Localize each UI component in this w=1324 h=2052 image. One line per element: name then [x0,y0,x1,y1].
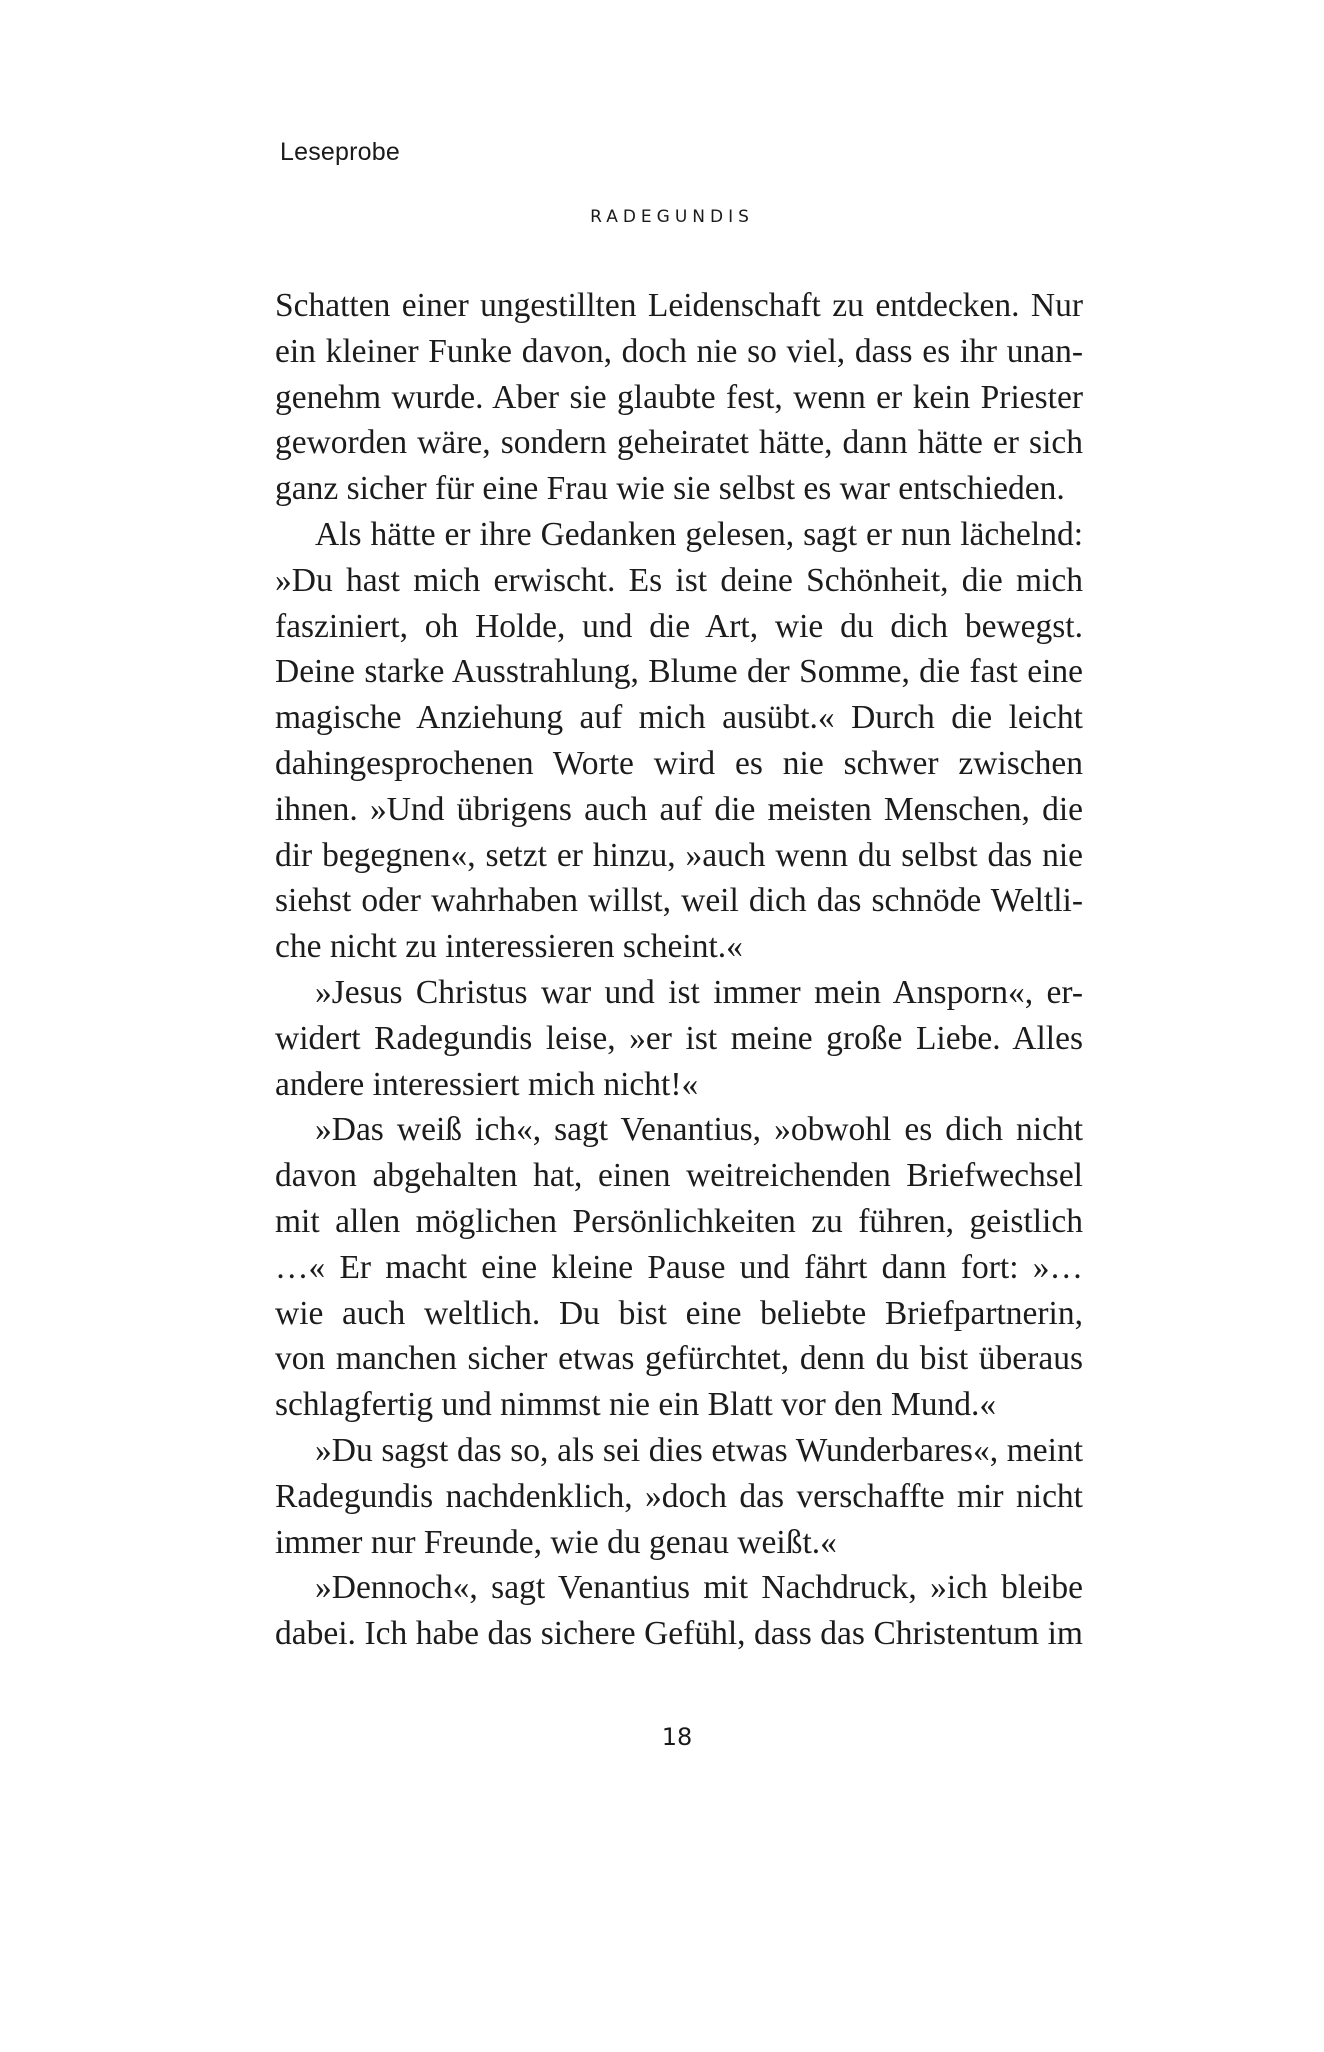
text-line: Radegundis nachdenklich, »doch das verschaffte mir nicht [275,1477,1083,1515]
text-line: dabei. Ich habe das sichere Gefühl, dass das Christentum im [275,1615,1083,1653]
text-line: wie auch weltlich. Du bist eine beliebte Briefpartnerin, [275,1294,1083,1332]
text-line: von manchen sicher etwas gefürchtet, denn du bist überaus [275,1340,1083,1378]
text-line: magische Anziehung auf mich ausübt.« Durch die leicht [275,699,1083,737]
text-line: dahingesprochenen Worte wird es nie schwer zwischen [275,744,1083,782]
text-line: andere interessiert mich nicht!« [275,1065,699,1103]
text-line: schlagfertig und nimmst nie ein Blatt vor den Mund.« [275,1386,997,1424]
text-line: davon abgehalten hat, einen weitreichenden Briefwechsel [275,1157,1083,1195]
body-text [275,283,1083,1657]
sample-label: Leseprobe [280,138,400,166]
text-line: dir begegnen«, setzt er hinzu, »auch wenn du selbst das nie [275,836,1083,874]
text-line: »Das weiß ich«, sagt Venantius, »obwohl es dich nicht [315,1111,1083,1149]
page-number: 18 [661,1723,693,1751]
text-line: »Du hast mich erwischt. Es ist deine Schönheit, die mich [275,561,1083,599]
text-line: »Du sagst das so, als sei dies etwas Wunderbares«, meint [315,1431,1083,1469]
text-line: mit allen möglichen Persönlichkeiten zu führen, geistlich [275,1202,1083,1240]
text-line: geworden wäre, sondern geheiratet hätte, dann hätte er sich [275,424,1083,462]
text-line: che nicht zu interessieren scheint.« [275,928,743,966]
text-line: fasziniert, oh Holde, und die Art, wie du dich bewegst. [275,607,1083,645]
text-line: ihnen. »Und übrigens auch auf die meisten Menschen, die [275,790,1083,828]
running-head: RADEGUNDIS [590,207,754,227]
text-line: Schatten einer ungestillten Leidenschaft zu entdecken. Nur [275,287,1083,324]
text-line: »Jesus Christus war und ist immer mein Ansporn«, er- [315,973,1083,1011]
text-line: ein kleiner Funke davon, doch nie so viel, dass es ihr unan- [275,332,1083,370]
text-line: …« Er macht eine kleine Pause und fährt dann fort: »… [275,1248,1083,1286]
text-line: widert Radegundis leise, »er ist meine große Liebe. Alles [275,1019,1083,1057]
text-line: Als hätte er ihre Gedanken gelesen, sagt er nun lächelnd: [315,515,1083,553]
text-line: immer nur Freunde, wie du genau weißt.« [275,1523,837,1561]
text-line: siehst oder wahrhaben willst, weil dich das schnöde Weltli- [275,882,1083,920]
text-line: »Dennoch«, sagt Venantius mit Nachdruck, »ich bleibe [315,1569,1083,1607]
text-line: genehm wurde. Aber sie glaubte fest, wenn er kein Priester [275,378,1083,416]
text-line: Deine starke Ausstrahlung, Blume der Somme, die fast eine [275,653,1083,691]
text-line: ganz sicher für eine Frau wie sie selbst es war entschieden. [275,470,1065,508]
